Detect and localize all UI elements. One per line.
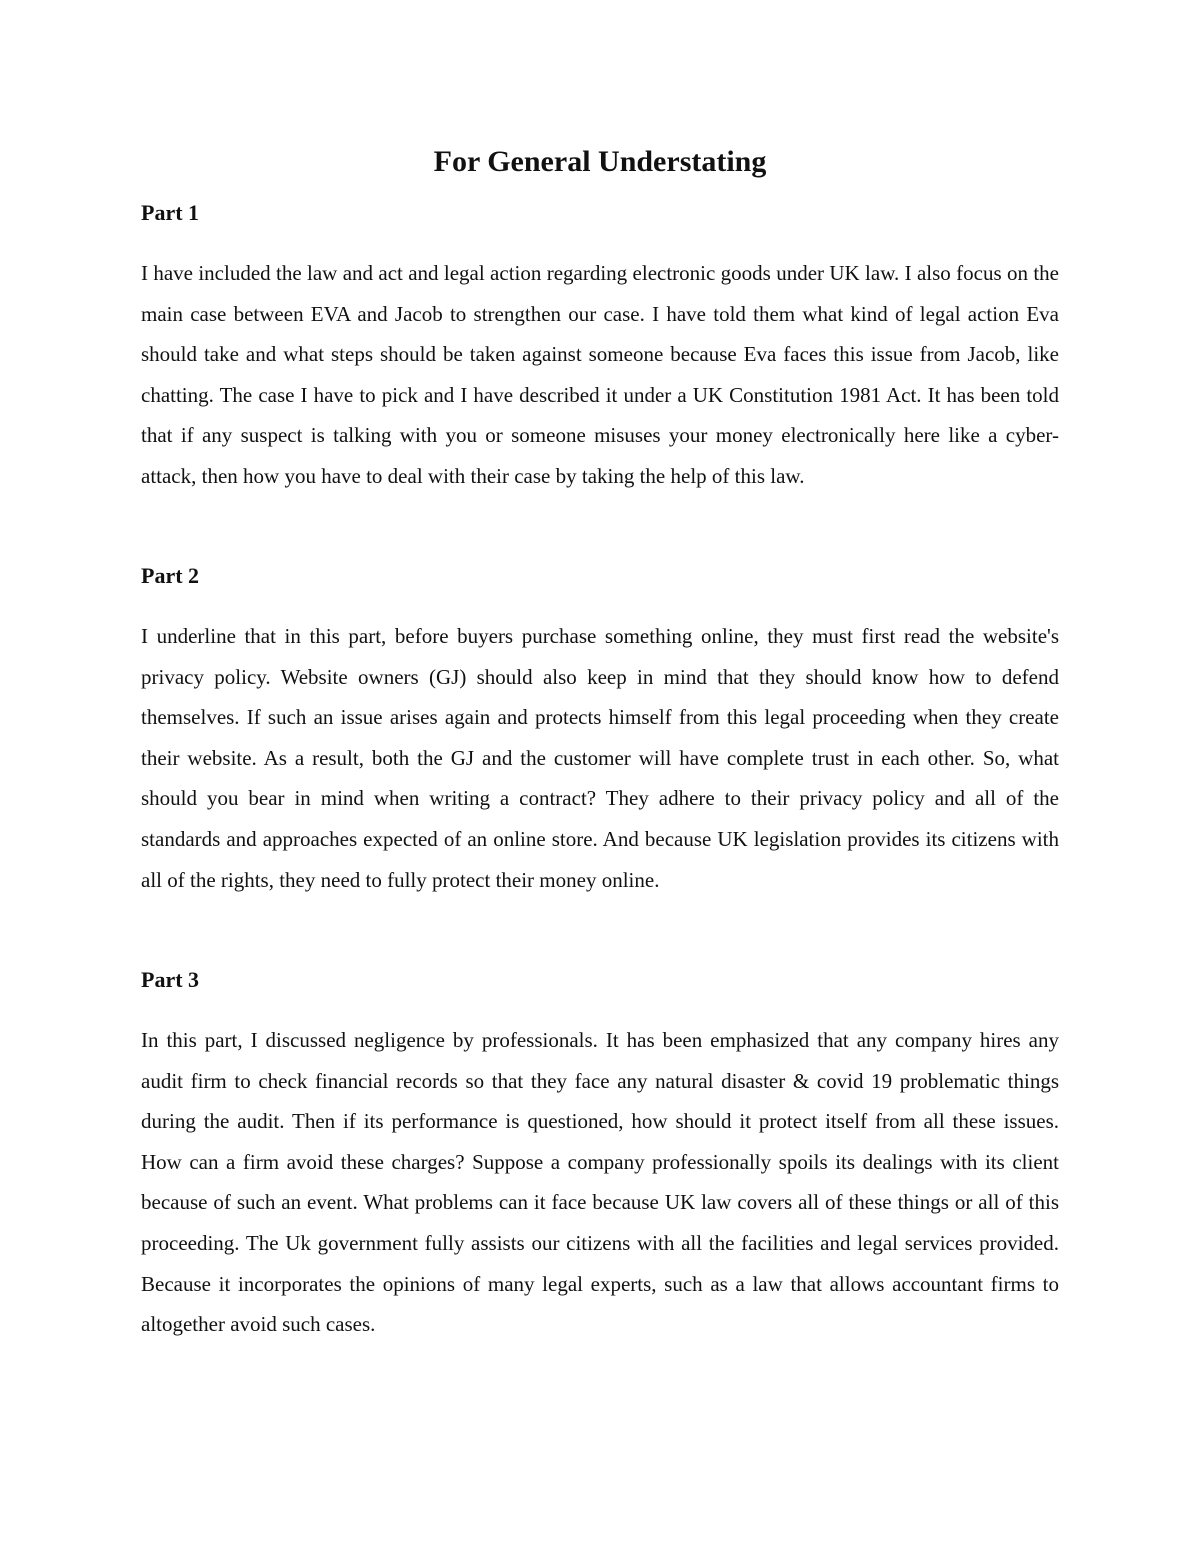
part-2-heading: Part 2	[141, 563, 200, 588]
part-3-paragraph: In this part, I discussed negligence by professionals. It has been emphasized that any company hires any audit firm to check financial records so that they face any natural disaster & covid 19 problematic things during the audit. Then if its performance is questioned, how should it protect itself from all these issues. How can a firm avoid these charges? Suppose a company professionally spoils its dealings with its client because of such an event. What problems can it face because UK law covers all of these things or all of this proceeding. The Uk government fully assists our citizens with all the facilities and legal services provided. Because it incorporates the opinions of many legal experts, such as a law that allows accountant firms to altogether avoid such cases.	[141, 1028, 1059, 1337]
part-3-heading: Part 3	[141, 967, 200, 992]
part-1-heading: Part 1	[141, 200, 200, 225]
part-1-paragraph: I have included the law and act and legal action regarding electronic goods under UK law. I also focus on the main case between EVA and Jacob to strengthen our case. I have told them what kind of legal action Eva should take and what steps should be taken against someone because Eva faces this issue from Jacob, like chatting. The case I have to pick and I have described it under a UK Constitution 1981 Act. It has been told that if any suspect is talking with you or someone misuses your money electronically here like a cyber-attack, then how you have to deal with their case by taking the help of this law.	[141, 261, 1059, 488]
document-title: For General Understating	[433, 145, 767, 178]
part-2-paragraph: I underline that in this part, before buyers purchase something online, they must first read the website's privacy policy. Website owners (GJ) should also keep in mind that they should know how to defend themselves. If such an issue arises again and protects himself from this legal proceeding when they create their website. As a result, both the GJ and the customer will have complete trust in each other. So, what should you bear in mind when writing a contract? They adhere to their privacy policy and all of the standards and approaches expected of an online store. And because UK legislation provides its citizens with all of the rights, they need to fully protect their money online.	[141, 624, 1059, 892]
